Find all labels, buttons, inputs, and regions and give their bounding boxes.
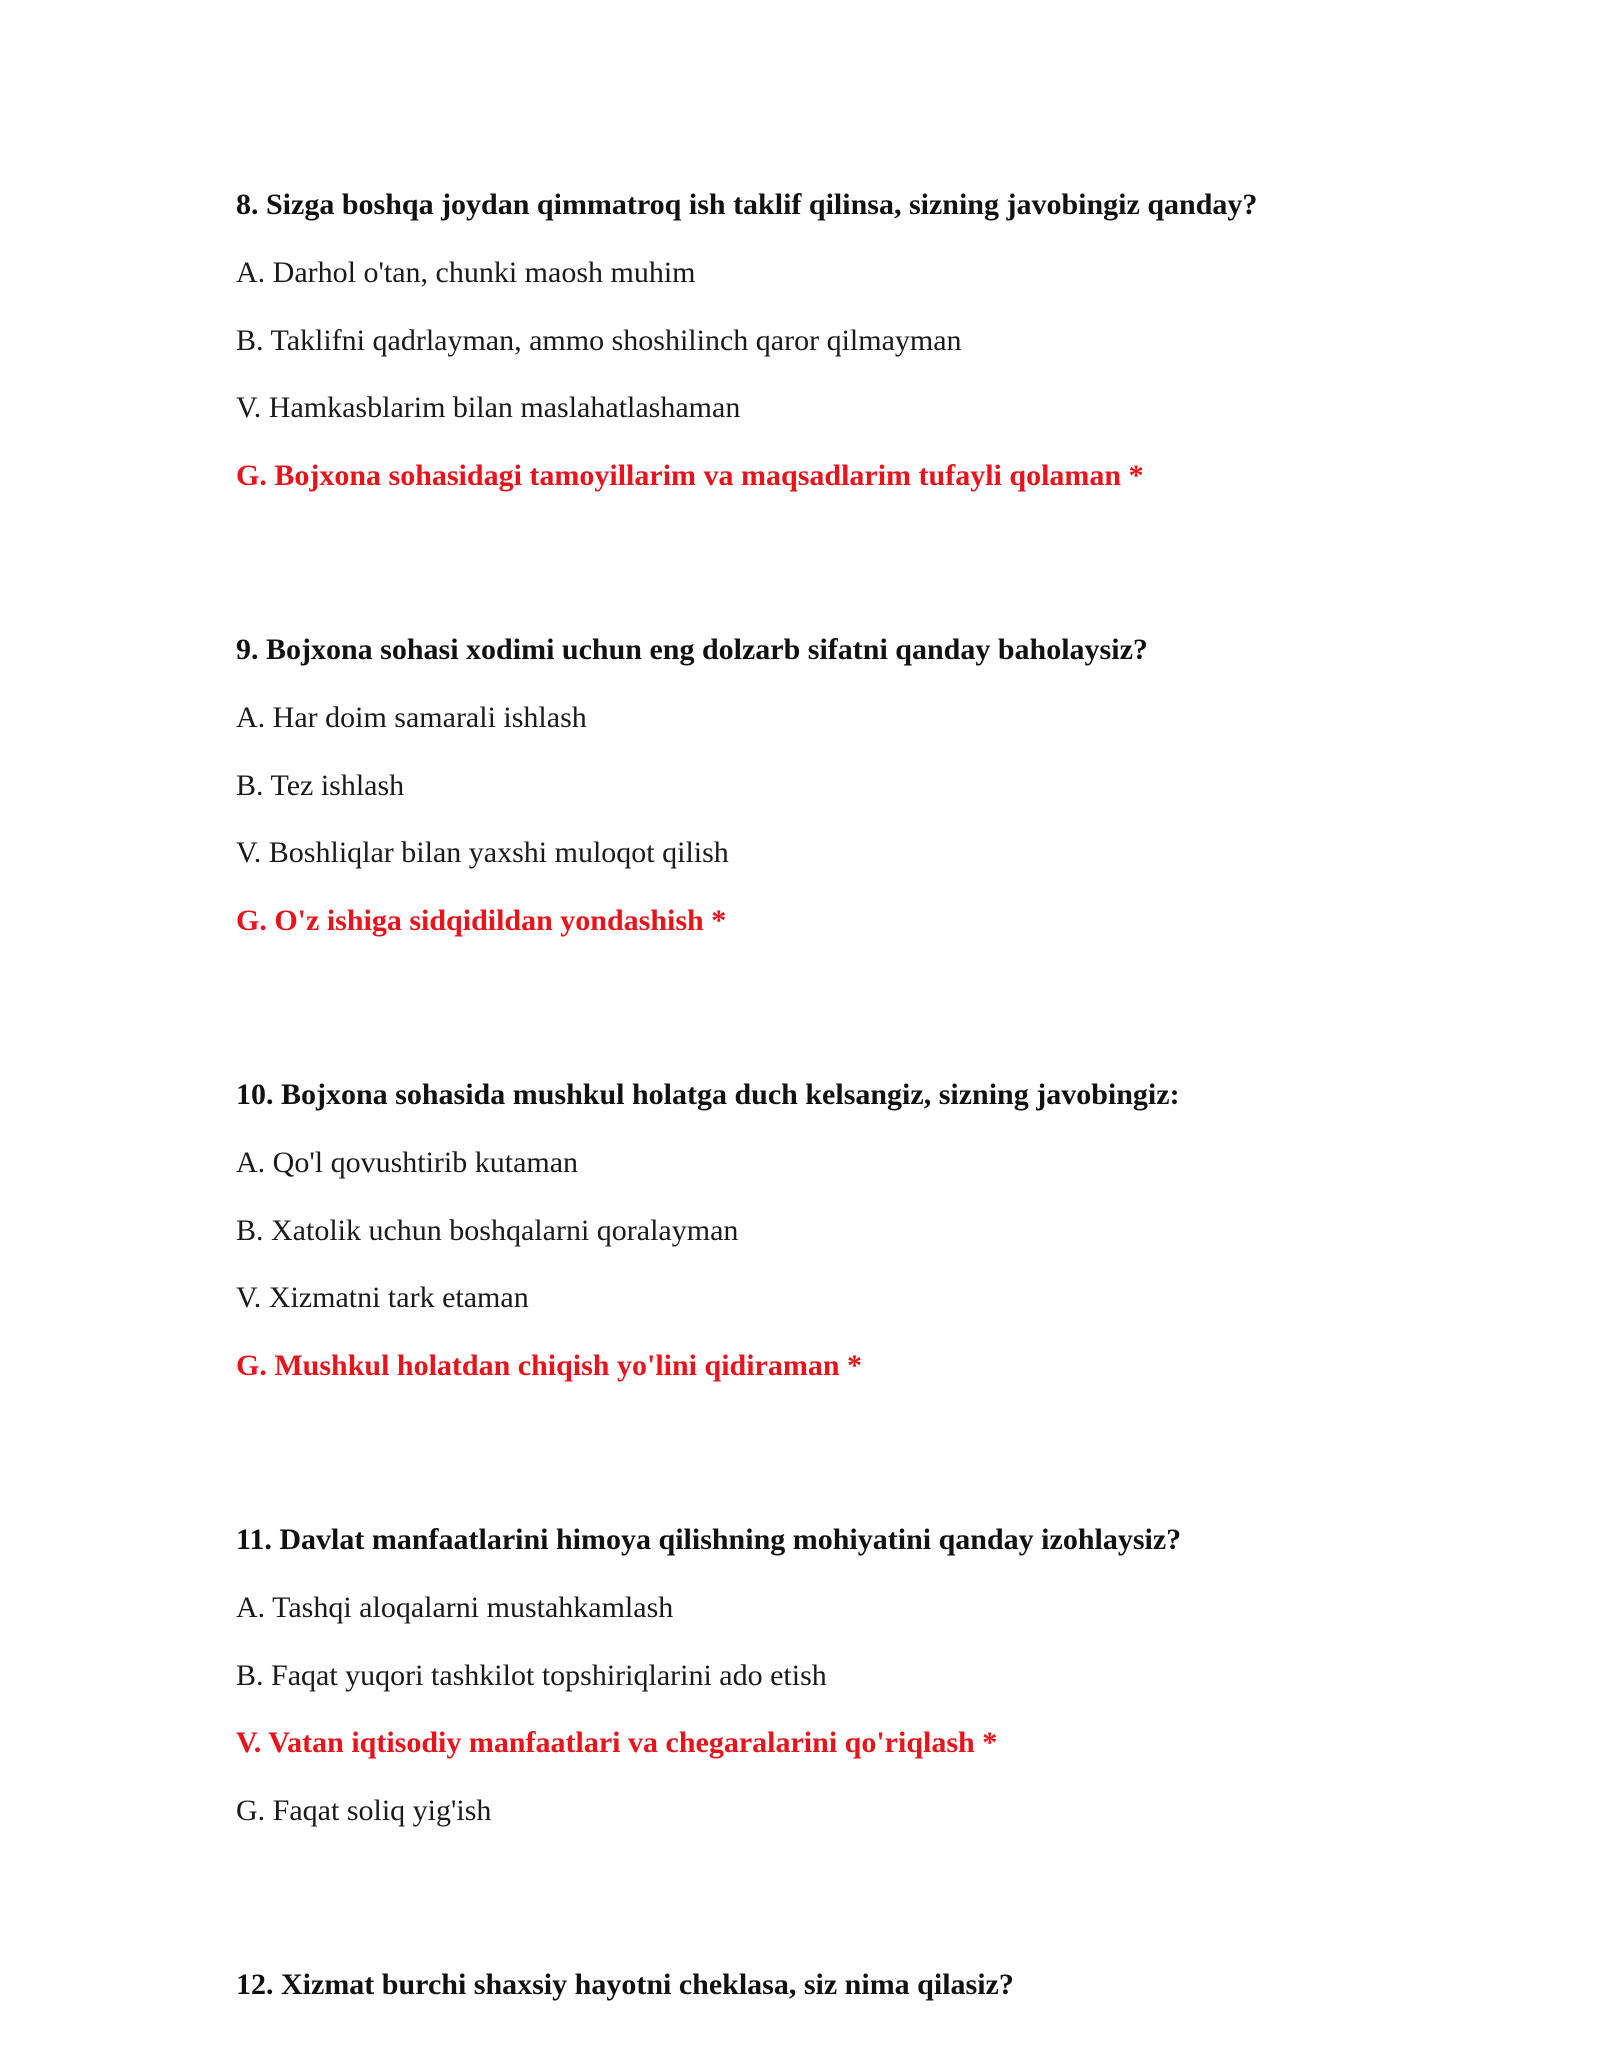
option-g-correct: G. Mushkul holatdan chiqish yo'lini qidiraman * [236,1348,863,1382]
option-a: A. Har doim samarali ishlash [236,701,587,734]
option-b: B. Taklifni qadrlayman, ammo shoshilinch qaror qilmayman [236,323,962,357]
question-block-9 [236,630,1400,941]
option-g-correct: G. O'z ishiga sidqidildan yondashish * [236,903,727,937]
spacer [236,1858,1400,1965]
option-v: V. Xizmatni tark etaman [236,1281,529,1314]
question-block-11 [236,1520,1400,1831]
option-b: B. Xatolik uchun boshqalarni qoralayman [236,1213,739,1247]
question-text: 12. Xizmat burchi shaxsiy hayotni cheklasa, siz nima qilasiz? [236,1968,1014,2001]
option-g-correct: G. Bojxona sohasidagi tamoyillarim va maqsadlarim tufayli qolaman * [236,458,1144,492]
option-v-correct: V. Vatan iqtisodiy manfaatlari va chegaralarini qo'riqlash * [236,1726,998,1759]
spacer [236,968,1400,1075]
option-b: B. Faqat yuqori tashkilot topshiriqlarini ado etish [236,1658,827,1692]
option-v: V. Hamkasblarim bilan maslahatlashaman [236,391,741,424]
question-text: 10. Bojxona sohasida mushkul holatga duch kelsangiz, sizning javobingiz: [236,1078,1180,1111]
question-text: 9. Bojxona sohasi xodimi uchun eng dolzarb sifatni qanday baholaysiz? [236,633,1148,666]
option-a: A. Darhol o'tan, chunki maosh muhim [236,256,696,289]
question-text: 11. Davlat manfaatlarini himoya qilishning mohiyatini qanday izohlaysiz? [236,1523,1182,1556]
question-block-10 [236,1075,1400,1386]
option-v: V. Boshliqlar bilan yaxshi muloqot qilish [236,836,729,869]
option-a: A. Qo'l qovushtirib kutaman [236,1146,579,1179]
question-block-8 [236,185,1400,496]
question-block-12 [236,1965,1400,2005]
option-g: G. Faqat soliq yig'ish [236,1793,492,1827]
spacer [236,1413,1400,1520]
question-text: 8. Sizga boshqa joydan qimmatroq ish taklif qilinsa, sizning javobingiz qanday? [236,188,1258,221]
option-b: B. Tez ishlash [236,768,405,802]
spacer [236,523,1400,630]
option-a: A. Tashqi aloqalarni mustahkamlash [236,1591,674,1624]
